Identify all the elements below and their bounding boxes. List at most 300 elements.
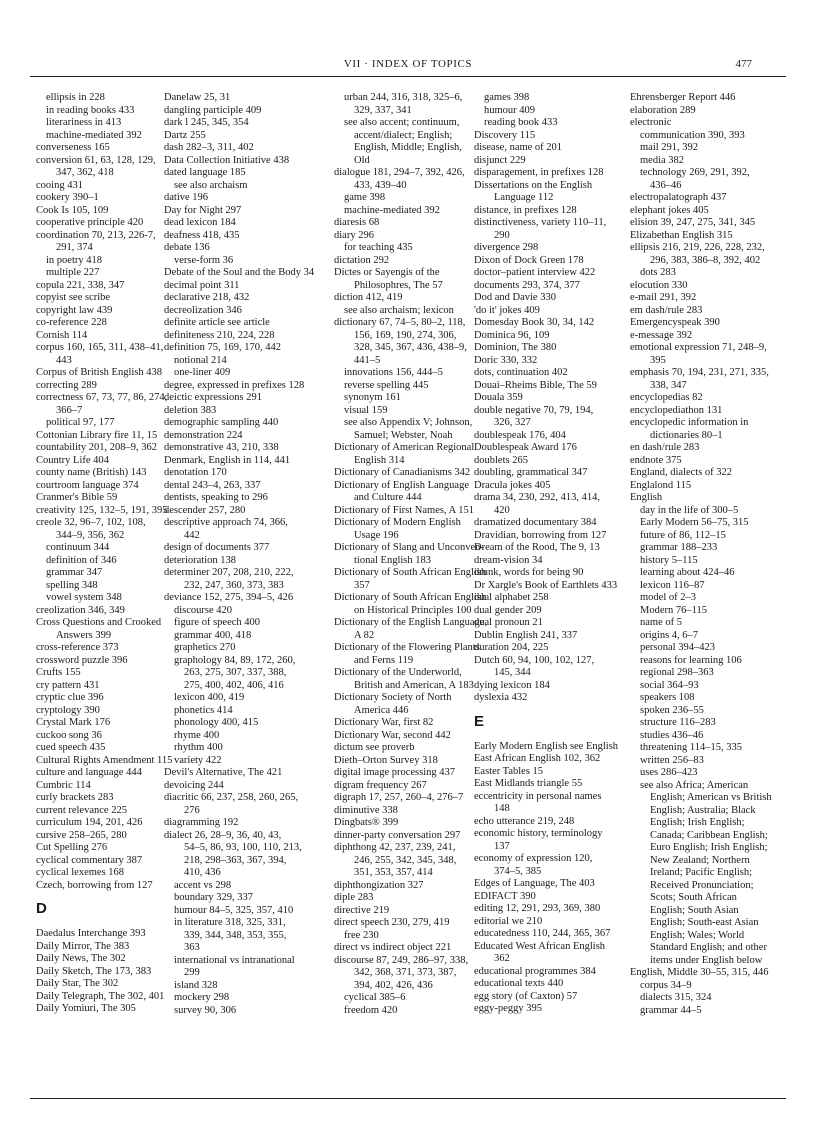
index-entry: creole 32, 96–7, 102, 108, (36, 517, 146, 528)
index-entry: English; Australia; Black (650, 804, 756, 816)
index-entry: communication 390, 393 (640, 129, 745, 141)
index-column-5 (630, 92, 786, 1017)
index-entry: Dingbats® 399 (334, 817, 399, 828)
index-entry: written 256–83 (640, 754, 704, 766)
index-entry: Received Pronunciation; (650, 879, 754, 891)
index-entry: diacritic 66, 237, 258, 260, 265, (164, 792, 299, 803)
index-entry: decimal point 311 (164, 279, 240, 291)
index-entry: East African English 102, 362 (474, 753, 601, 764)
index-entry: cryptic clue 396 (36, 692, 104, 703)
bottom-rule (30, 1098, 786, 1099)
index-column-2 (164, 92, 324, 1017)
index-entry: diminutive 338 (334, 804, 398, 816)
index-entry: British and American, A 183 (354, 679, 474, 691)
index-entry: deictic expressions 291 (164, 392, 262, 403)
index-entry: emotional expression 71, 248–9, (630, 342, 767, 353)
index-entry: countability 201, 208–9, 362 (36, 442, 158, 453)
index-entry: Dieth–Orton Survey 318 (334, 754, 438, 766)
index-entry: creolization 346, 349 (36, 604, 125, 616)
index-entry: grammar 188–233 (640, 542, 718, 553)
index-entry: on Historical Principles 100 (354, 604, 472, 616)
index-entry: encyclopedic information in (630, 417, 749, 428)
index-entry: dream-vision 34 (474, 554, 543, 566)
index-entry: grammar 400, 418 (174, 629, 252, 641)
index-entry: coordination 70, 213, 226-7, (36, 229, 156, 241)
index-entry: reading book 433 (484, 117, 558, 128)
index-entry: degree, expressed in prefixes 128 (164, 379, 305, 391)
index-entry: English; Wales; World (650, 929, 745, 941)
index-entry: Philosophres, The 57 (354, 279, 443, 291)
index-entry: Dartz 255 (164, 129, 206, 141)
index-entry: A 82 (354, 629, 375, 641)
index-entry: Doublespeak Award 176 (474, 442, 577, 453)
index-entry: 'do it' jokes 409 (474, 304, 540, 316)
index-entry: diple 283 (334, 892, 374, 903)
index-entry: 339, 344, 348, 353, 355, (184, 929, 287, 941)
index-entry: definition of 346 (46, 554, 117, 566)
index-entry: educatedness 110, 244, 365, 367 (474, 928, 611, 939)
index-entry: dental 243–4, 263, 337 (164, 479, 261, 491)
index-entry: corpus 34–9 (640, 979, 692, 991)
index-entry: dark l 245, 345, 354 (164, 117, 249, 128)
index-entry: media 382 (640, 154, 685, 166)
index-entry: Czech, borrowing from 127 (36, 879, 153, 891)
index-entry: definiteness 210, 224, 228 (164, 329, 275, 341)
index-entry: Dictionary of First Names, A 151 (334, 504, 474, 516)
index-entry: Domesday Book 30, 34, 142 (474, 317, 595, 328)
index-entry: Dictionary of English Language (334, 479, 470, 491)
page-number: 477 (735, 58, 752, 70)
index-entry: 290 (494, 229, 510, 241)
index-entry: digram frequency 267 (334, 779, 427, 791)
index-entry: dictum see proverb (334, 742, 415, 753)
index-entry: 299 (184, 967, 200, 978)
index-entry: determiner 207, 208, 210, 222, (164, 567, 294, 578)
index-entry: Educated West African English (474, 940, 606, 952)
index-entry: direct vs indirect object 221 (334, 942, 452, 953)
index-entry: Early Modern 56–75, 315 (640, 517, 749, 528)
index-entry: disjunct 229 (474, 154, 526, 166)
index-entry: history 5–115 (640, 554, 698, 566)
index-entry: Data Collection Initiative 438 (164, 154, 290, 166)
index-entry: Crystal Mark 176 (36, 717, 111, 728)
index-entry: 442 (184, 529, 200, 541)
index-entry: Emergencyspeak 390 (630, 317, 720, 328)
index-entry: urban 244, 316, 318, 325–6, (344, 92, 463, 103)
index-entry: 329, 337, 341 (354, 104, 412, 116)
index-entry: debate 136 (164, 242, 210, 253)
index-entry: Dictionary War, second 442 (334, 729, 451, 741)
index-entry: 342, 368, 371, 373, 387, (354, 967, 457, 978)
index-entry: Debate of the Soul and the Body 34 (164, 267, 315, 278)
index-entry: 338, 347 (650, 379, 687, 391)
index-column-4 (474, 92, 624, 1016)
index-entry: Dictionary of American Regional (334, 442, 475, 453)
index-entry: 351, 353, 357, 414 (354, 867, 433, 878)
index-entry: Cultural Rights Amendment 115 (36, 754, 173, 766)
index-entry: Daily Mirror, The 383 (36, 940, 130, 952)
index-entry: educational texts 440 (474, 978, 564, 989)
index-entry: 436–46 (650, 179, 682, 191)
index-entry: in reading books 433 (46, 104, 135, 116)
index-entry: cookery 390–1 (36, 192, 99, 203)
index-entry: doublespeak 176, 404 (474, 429, 566, 441)
index-entry: figure of speech 400 (174, 617, 261, 628)
index-entry: tional English 183 (354, 554, 431, 566)
index-entry: em dash/rule 283 (630, 304, 703, 316)
index-entry: visual 159 (344, 404, 388, 416)
index-entry: en dash/rule 283 (630, 442, 700, 453)
index-entry: grammar 347 (46, 567, 103, 578)
index-entry: dinner-party conversation 297 (334, 829, 461, 841)
index-entry: 296, 383, 386–8, 392, 402 (650, 254, 761, 266)
index-entry: free 230 (344, 929, 379, 941)
index-entry: 363 (184, 942, 200, 953)
index-entry: dots, continuation 402 (474, 367, 568, 378)
index-entry: cuckoo song 36 (36, 729, 102, 741)
index-entry: Dissertations on the English (474, 179, 593, 191)
index-entry: Dictionary of the Flowering Plants (334, 642, 480, 653)
index-entry: social 364–93 (640, 679, 699, 691)
index-entry: see also Africa; American (640, 779, 749, 791)
index-entry: Standard English; and other (650, 942, 767, 953)
index-entry: Modern 76–115 (640, 604, 707, 616)
index-entry: deviance 152, 275, 394–5, 426 (164, 592, 294, 603)
index-entry: Dictionary of Canadianisms 342 (334, 467, 471, 478)
index-entry: 246, 255, 342, 345, 348, (354, 854, 457, 866)
index-entry: dash 282–3, 311, 402 (164, 142, 254, 153)
index-entry: origins 4, 6–7 (640, 629, 699, 641)
header-title: VII · INDEX OF TOPICS (343, 58, 473, 70)
index-entry: 156, 169, 190, 274, 306, (354, 329, 457, 341)
index-entry: cued speech 435 (36, 742, 106, 753)
index-entry: decreolization 346 (164, 304, 242, 316)
index-entry: future of 86, 112–15 (640, 529, 726, 541)
index-entry: Douai–Rheims Bible, The 59 (474, 379, 597, 391)
index-entry: Dictes or Sayengis of the (334, 267, 440, 278)
index-entry: culture and language 444 (36, 767, 142, 778)
index-entry: dative 196 (164, 192, 209, 203)
index-entry: egg story (of Caxton) 57 (474, 990, 578, 1002)
index-entry: correctness 67, 73, 77, 86, 274, (36, 392, 168, 403)
top-rule (30, 76, 786, 77)
index-entry: co-reference 228 (36, 317, 107, 328)
index-entry: 326, 327 (494, 417, 531, 428)
index-entry: devoicing 244 (164, 779, 224, 791)
index-entry: curly brackets 283 (36, 792, 114, 803)
index-entry: cry pattern 431 (36, 679, 100, 691)
index-entry: lexicon 400, 419 (174, 692, 245, 703)
index-entry: 232, 247, 360, 373, 383 (184, 579, 284, 591)
index-entry: declarative 218, 432 (164, 292, 250, 303)
index-entry: Cross Questions and Crooked (36, 617, 162, 628)
index-entry: graphology 84, 89, 172, 260, (174, 654, 296, 666)
index-entry: 394, 402, 426, 436 (354, 979, 433, 991)
index-entry: rhythm 400 (174, 742, 223, 753)
index-entry: humour 84–5, 325, 357, 410 (174, 904, 294, 916)
index-entry: county name (British) 143 (36, 467, 147, 478)
index-entry: dangling participle 409 (164, 104, 262, 116)
index-entry: in poetry 418 (46, 254, 102, 266)
index-entry: Dictionary of the English Language, (334, 617, 488, 628)
index-entry: Corpus of British English 438 (36, 367, 163, 378)
index-entry: crossword puzzle 396 (36, 654, 128, 666)
index-entry: political 97, 177 (46, 417, 115, 428)
index-entry: graphetics 270 (174, 642, 236, 653)
index-entry: see also archaism; lexicon (344, 304, 454, 316)
index-entry: cooing 431 (36, 179, 83, 191)
index-entry: uses 286–423 (640, 767, 698, 778)
index-entry: eggy-peggy 395 (474, 1003, 542, 1014)
index-entry: synonym 161 (344, 392, 401, 403)
index-entry: games 398 (484, 92, 530, 103)
index-entry: cursive 258–265, 280 (36, 829, 127, 841)
index-entry: Crufts 155 (36, 667, 81, 678)
index-entry: Samuel; Webster, Noah (354, 429, 453, 441)
index-entry: 328, 345, 367, 436, 438–9, (354, 342, 467, 353)
index-entry: Dravidian, borrowing from 127 (474, 529, 607, 541)
index-entry: Danelaw 25, 31 (164, 92, 231, 103)
index-entry: dictionary 67, 74–5, 80–2, 118, (334, 317, 466, 328)
index-entry: electropalatograph 437 (630, 192, 727, 203)
running-header (0, 58, 816, 74)
index-entry: English, Middle 30–55, 315, 446 (630, 967, 769, 978)
index-entry: converseness 165 (36, 142, 110, 153)
index-entry: freedom 420 (344, 1004, 398, 1016)
index-entry: Englalond 115 (630, 479, 692, 491)
index-entry: elocution 330 (630, 279, 688, 291)
index-entry: English; South Asian (650, 904, 739, 916)
index-entry: economy of expression 120, (474, 853, 593, 864)
index-entry: humour 409 (484, 104, 536, 116)
index-entry: Cottonian Library fire 11, 15 (36, 429, 158, 441)
index-entry: dialect 26, 28–9, 36, 40, 43, (164, 829, 282, 841)
index-entry: Dictionary of Modern English (334, 517, 461, 528)
index-entry: copyright law 439 (36, 304, 113, 316)
index-entry: America 446 (354, 704, 409, 716)
index-entry: speakers 108 (640, 692, 695, 703)
index-entry: English; South-east Asian (650, 917, 759, 928)
index-entry: documents 293, 374, 377 (474, 279, 580, 291)
index-entry: one-liner 409 (174, 367, 231, 378)
index-entry: conversion 61, 63, 128, 129, (36, 154, 156, 166)
index-entry: see also archaism (174, 179, 248, 191)
index-entry: cross-reference 373 (36, 642, 119, 653)
index-entry: threatening 114–15, 335 (640, 742, 742, 753)
index-entry: dots 283 (640, 267, 676, 278)
index-entry: e-message 392 (630, 329, 693, 341)
index-entry: Country Life 404 (36, 454, 109, 466)
index-entry: Daily News, The 302 (36, 953, 126, 964)
index-entry: Douala 359 (474, 392, 523, 403)
index-entry: literariness in 413 (46, 117, 122, 128)
index-entry: Dublin English 241, 337 (474, 629, 578, 641)
index-entry: see also Appendix V; Johnson, (344, 417, 473, 428)
index-entry: Dictionary of the Underworld, (334, 667, 462, 678)
index-entry: eccentricity in personal names (474, 790, 602, 802)
index-entry: items under English below (650, 954, 763, 966)
index-entry: design of documents 377 (164, 542, 270, 553)
index-entry: game 398 (344, 192, 386, 203)
index-entry: definite article see article (164, 317, 270, 328)
index-entry: descender 257, 280 (164, 504, 246, 516)
index-entry: demonstrative 43, 210, 338 (164, 442, 279, 453)
index-entry: electronic (630, 117, 672, 128)
index-entry: continuum 344 (46, 542, 110, 553)
index-entry: doublets 265 (474, 454, 528, 466)
index-entry: technology 269, 291, 392, (640, 167, 750, 178)
index-entry: personal 394–423 (640, 642, 715, 653)
index-entry: dialects 315, 324 (640, 992, 712, 1003)
index-entry: endnote 375 (630, 454, 682, 466)
index-entry: Ireland; Pacific English; (650, 867, 753, 878)
index-entry: cryptology 390 (36, 704, 100, 716)
index-entry: Discovery 115 (474, 129, 536, 141)
index-entry: dual gender 209 (474, 604, 542, 616)
index-entry: disease, name of 201 (474, 142, 563, 153)
index-entry: encyclopediathon 131 (630, 404, 723, 416)
index-entry: demographic sampling 440 (164, 417, 279, 428)
index-entry: drama 34, 230, 292, 413, 414, (474, 492, 600, 503)
index-entry: 410, 436 (184, 867, 221, 878)
index-entry: studies 436–46 (640, 729, 704, 741)
index-entry: cooperative principle 420 (36, 217, 144, 228)
index-entry: Dream of the Rood, The 9, 13 (474, 542, 600, 553)
index-entry: Dominion, The 380 (474, 342, 557, 353)
index-entry: 395 (650, 354, 666, 366)
index-entry: Ehrensberger Report 446 (630, 92, 736, 103)
index-entry: Cut Spelling 276 (36, 842, 108, 853)
index-entry: island 328 (174, 979, 218, 991)
index-entry: dialogue 181, 294–7, 392, 426, (334, 167, 465, 178)
index-entry: 347, 362, 418 (56, 167, 114, 178)
index-entry: English 314 (354, 454, 405, 466)
index-entry: Language 112 (494, 192, 554, 203)
index-entry: Dixon of Dock Green 178 (474, 254, 584, 266)
index-entry: discourse 420 (174, 604, 233, 616)
index-entry: 137 (494, 840, 510, 852)
index-entry: 218, 298–363, 367, 394, (184, 854, 287, 866)
index-entry: 420 (494, 504, 510, 516)
index-entry: 276 (184, 804, 200, 816)
index-entry: cyclical lexemes 168 (36, 867, 125, 878)
index-entry: discourse 87, 249, 286–97, 338, (334, 954, 469, 966)
index-entry: cyclical commentary 387 (36, 854, 143, 866)
index-entry: dead lexicon 184 (164, 217, 236, 228)
index-entry: EDIFACT 390 (474, 890, 536, 902)
index-entry: 441–5 (354, 354, 381, 366)
index-entry: distinctiveness, variety 110–11, (474, 217, 607, 228)
index-entry: 443 (56, 354, 72, 366)
index-entry: 344–9, 356, 362 (56, 529, 125, 541)
index-entry: distance, in prefixes 128 (474, 204, 577, 216)
index-entry: descriptive approach 74, 366, (164, 517, 288, 528)
index-entry: elision 39, 247, 275, 341, 345 (630, 217, 756, 228)
index-entry: 275, 400, 402, 406, 416 (184, 679, 284, 691)
index-entry: mail 291, 392 (640, 142, 699, 153)
index-entry: English; American vs British (650, 792, 772, 803)
index-entry: e-mail 291, 392 (630, 292, 697, 303)
index-entry: diphthongization 327 (334, 879, 424, 891)
index-entry: dual alphabet 258 (474, 592, 549, 603)
index-entry: spelling 348 (46, 579, 98, 591)
index-entry: deafness 418, 435 (164, 229, 240, 241)
index-entry: and Ferns 119 (354, 654, 414, 666)
index-entry: 54–5, 86, 93, 100, 110, 213, (184, 842, 302, 853)
index-entry: multiple 227 (46, 267, 100, 278)
index-entry: name of 5 (640, 617, 682, 628)
index-entry: verse-form 36 (174, 254, 234, 266)
index-entry: doctor–patient interview 422 (474, 267, 596, 278)
index-entry: accent vs 298 (174, 879, 232, 891)
index-entry: model of 2–3 (640, 592, 696, 603)
index-entry: 148 (494, 803, 510, 814)
index-entry: copyist see scribe (36, 292, 111, 303)
index-entry: creativity 125, 132–5, 191, 395 (36, 504, 168, 516)
index-entry: 366–7 (56, 404, 83, 416)
index-entry: diction 412, 419 (334, 292, 403, 303)
section-letter-heading: D (36, 900, 47, 917)
index-entry: dyslexia 432 (474, 692, 528, 703)
index-entry: accent/dialect; English; (354, 129, 453, 141)
index-entry: divergence 298 (474, 242, 539, 253)
index-entry: see also accent; continuum, (344, 117, 460, 128)
index-entry: reverse spelling 445 (344, 379, 429, 391)
index-entry: 433, 439–40 (354, 179, 407, 191)
index-entry: 357 (354, 579, 370, 591)
index-entry: 263, 275, 307, 337, 388, (184, 667, 287, 678)
index-entry: Dutch 60, 94, 100, 102, 127, (474, 654, 595, 666)
index-entry: Edges of Language, The 403 (474, 878, 595, 889)
index-entry: deterioration 138 (164, 554, 237, 566)
index-entry: elephant jokes 405 (630, 204, 709, 216)
index-entry: Early Modern English see English (474, 740, 619, 752)
index-entry: Dictionary War, first 82 (334, 717, 434, 728)
index-entry: reasons for learning 106 (640, 654, 742, 666)
index-entry: Daily Telegraph, The 302, 401 (36, 990, 165, 1002)
index-entry: Daedalus Interchange 393 (36, 928, 146, 939)
index-entry: diary 296 (334, 229, 374, 241)
index-entry: Cumbric 114 (36, 779, 91, 791)
index-entry: disparagement, in prefixes 128 (474, 167, 604, 178)
index-entry: Answers 399 (56, 629, 112, 641)
index-entry: Dod and Davie 330 (474, 292, 556, 303)
index-entry: Denmark, English in 114, 441 (164, 454, 291, 466)
index-entry: economic history, terminology (474, 828, 603, 839)
index-entry: Canada; Caribbean English; (650, 829, 768, 841)
index-entry: notional 214 (174, 354, 227, 366)
index-entry: Dictionary of South African English (334, 567, 487, 578)
index-column-3 (334, 92, 488, 1017)
index-entry: diagramming 192 (164, 817, 239, 828)
index-entry: variety 422 (174, 754, 222, 766)
index-entry: diphthong 42, 237, 239, 241, (334, 842, 456, 853)
index-entry: Dictionary of South African English (334, 592, 487, 603)
index-entry: double negative 70, 79, 194, (474, 404, 594, 416)
index-column-1 (36, 92, 173, 1016)
index-entry: diaresis 68 (334, 217, 380, 228)
index-entry: innovations 156, 444–5 (344, 367, 443, 378)
index-entry: corpus 160, 165, 311, 438–41, (36, 342, 164, 353)
index-entry: and Culture 444 (354, 492, 422, 503)
index-entry: directive 219 (334, 904, 390, 916)
index-entry: doubling, grammatical 347 (474, 467, 588, 478)
index-entry: learning about 424–46 (640, 567, 735, 578)
index-entry: digital image processing 437 (334, 767, 456, 778)
index-entry: echo utterance 219, 248 (474, 815, 575, 827)
index-entry: structure 116–283 (640, 717, 716, 728)
index-entry: English; Irish English; (650, 817, 745, 828)
